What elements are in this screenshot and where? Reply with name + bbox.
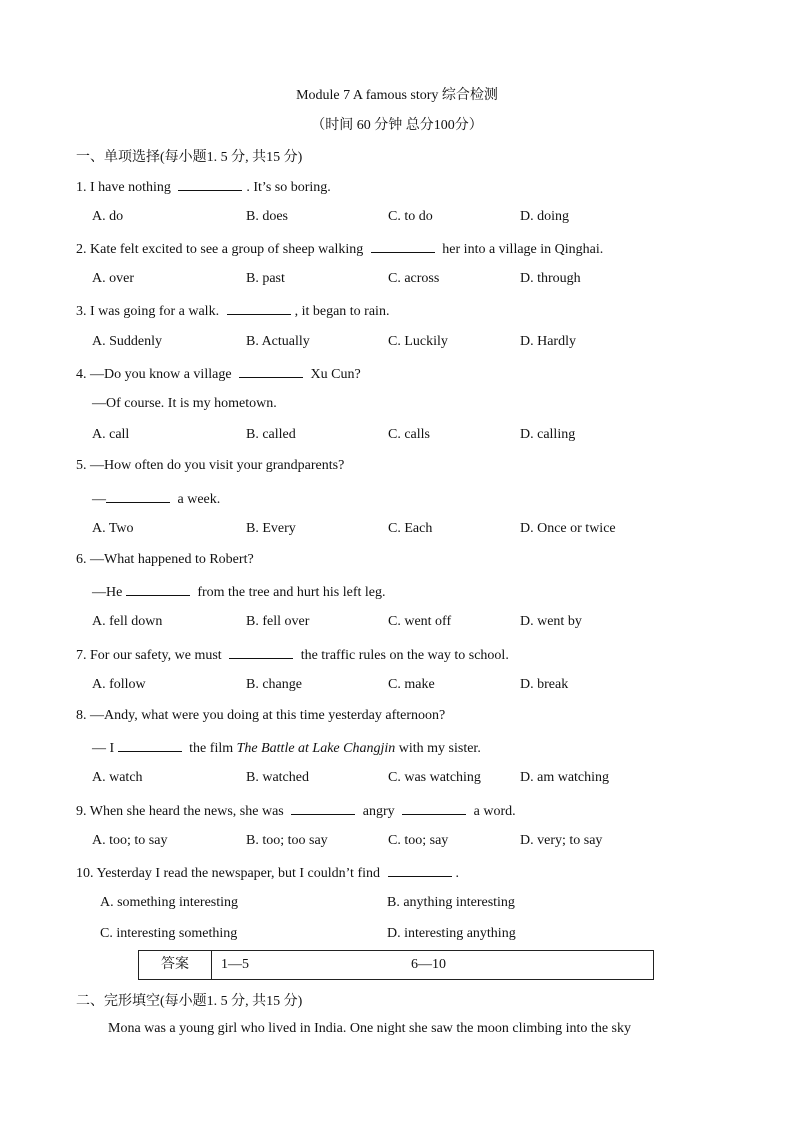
option-b[interactable]: B. Actually (246, 334, 310, 349)
option-c[interactable]: C. Luckily (388, 334, 448, 349)
option-a[interactable]: A. over (92, 271, 134, 286)
option-d[interactable]: D. break (520, 677, 569, 692)
question-2: 2. Kate felt excited to see a group of sheep walking her into a village in Qinghai. (76, 242, 604, 257)
option-d[interactable]: D. interesting anything (387, 926, 516, 941)
option-c[interactable]: C. to do (388, 209, 433, 224)
question-5-reply: — a week. (92, 492, 221, 507)
answer-blank[interactable] (178, 178, 242, 191)
option-a[interactable]: A. follow (92, 677, 146, 692)
option-c[interactable]: C. too; say (388, 833, 449, 848)
answer-blank[interactable] (229, 646, 293, 659)
answer-blank[interactable] (371, 240, 435, 253)
question-7: 7. For our safety, we must the traffic rules on the way to school. (76, 648, 509, 663)
option-d[interactable]: D. very; to say (520, 833, 603, 848)
question-3: 3. I was going for a walk. , it began to rain. (76, 304, 390, 319)
answer-blank[interactable] (106, 490, 170, 503)
question-8-reply: — I the film The Battle at Lake Changjin with my sister. (92, 741, 481, 756)
option-d[interactable]: D. calling (520, 427, 576, 442)
answer-label: 答案 (139, 951, 212, 979)
answer-range-6-10[interactable]: 6—10 (411, 957, 446, 972)
page-title: Module 7 A famous story 综合检测 (296, 88, 498, 103)
option-b[interactable]: B. anything interesting (387, 895, 515, 910)
answer-blank[interactable] (227, 302, 291, 315)
answer-blank[interactable] (118, 739, 182, 752)
option-b[interactable]: B. Every (246, 521, 296, 536)
option-d[interactable]: D. doing (520, 209, 569, 224)
section-heading-single-choice: 一、单项选择(每小题1. 5 分, 共15 分) (76, 150, 303, 165)
option-d[interactable]: D. am watching (520, 770, 610, 785)
option-a[interactable]: A. Two (92, 521, 134, 536)
option-c[interactable]: C. went off (388, 614, 452, 629)
answer-table (138, 950, 654, 980)
question-4: 4. —Do you know a village Xu Cun? (76, 367, 361, 382)
option-c[interactable]: C. Each (388, 521, 433, 536)
option-d[interactable]: D. through (520, 271, 581, 286)
film-title: The Battle at Lake Changjin (236, 741, 396, 756)
option-b[interactable]: B. does (246, 209, 288, 224)
option-b[interactable]: B. past (246, 271, 285, 286)
question-8: 8. —Andy, what were you doing at this time yesterday afternoon? (76, 708, 446, 723)
answer-blank[interactable] (291, 802, 355, 815)
option-b[interactable]: B. watched (246, 770, 309, 785)
option-b[interactable]: B. fell over (246, 614, 310, 629)
option-b[interactable]: B. called (246, 427, 296, 442)
question-5: 5. —How often do you visit your grandparents? (76, 458, 345, 473)
answer-blank[interactable] (402, 802, 466, 815)
option-a[interactable]: A. watch (92, 770, 143, 785)
option-d[interactable]: D. Once or twice (520, 521, 616, 536)
option-a[interactable]: A. do (92, 209, 124, 224)
question-9: 9. When she heard the news, she was angry a word. (76, 804, 516, 819)
option-b[interactable]: B. change (246, 677, 302, 692)
question-4-reply: —Of course. It is my hometown. (92, 396, 277, 411)
passage-first-line: Mona was a young girl who lived in India. One night she saw the moon climbing into the sky (108, 1021, 631, 1036)
answer-blank[interactable] (388, 864, 452, 877)
option-a[interactable]: A. something interesting (100, 895, 239, 910)
section-heading-cloze: 二、完形填空(每小题1. 5 分, 共15 分) (76, 994, 303, 1009)
option-c[interactable]: C. across (388, 271, 440, 286)
option-a[interactable]: A. fell down (92, 614, 163, 629)
question-10: 10. Yesterday I read the newspaper, but I couldn’t find . (76, 866, 459, 881)
page-subtitle: （时间 60 分钟 总分100分） (311, 118, 483, 133)
option-c[interactable]: C. interesting something (100, 926, 238, 941)
option-a[interactable]: A. Suddenly (92, 334, 162, 349)
question-6: 6. —What happened to Robert? (76, 552, 254, 567)
option-d[interactable]: D. went by (520, 614, 582, 629)
option-b[interactable]: B. too; too say (246, 833, 328, 848)
option-a[interactable]: A. too; to say (92, 833, 168, 848)
question-6-reply: —He from the tree and hurt his left leg. (92, 585, 386, 600)
question-1: 1. I have nothing . It’s so boring. (76, 180, 331, 195)
answer-range-1-5[interactable]: 1—5 (221, 957, 249, 972)
option-d[interactable]: D. Hardly (520, 334, 576, 349)
option-c[interactable]: C. make (388, 677, 435, 692)
option-c[interactable]: C. was watching (388, 770, 481, 785)
option-a[interactable]: A. call (92, 427, 130, 442)
answer-blank[interactable] (239, 365, 303, 378)
option-c[interactable]: C. calls (388, 427, 430, 442)
answer-blank[interactable] (126, 583, 190, 596)
